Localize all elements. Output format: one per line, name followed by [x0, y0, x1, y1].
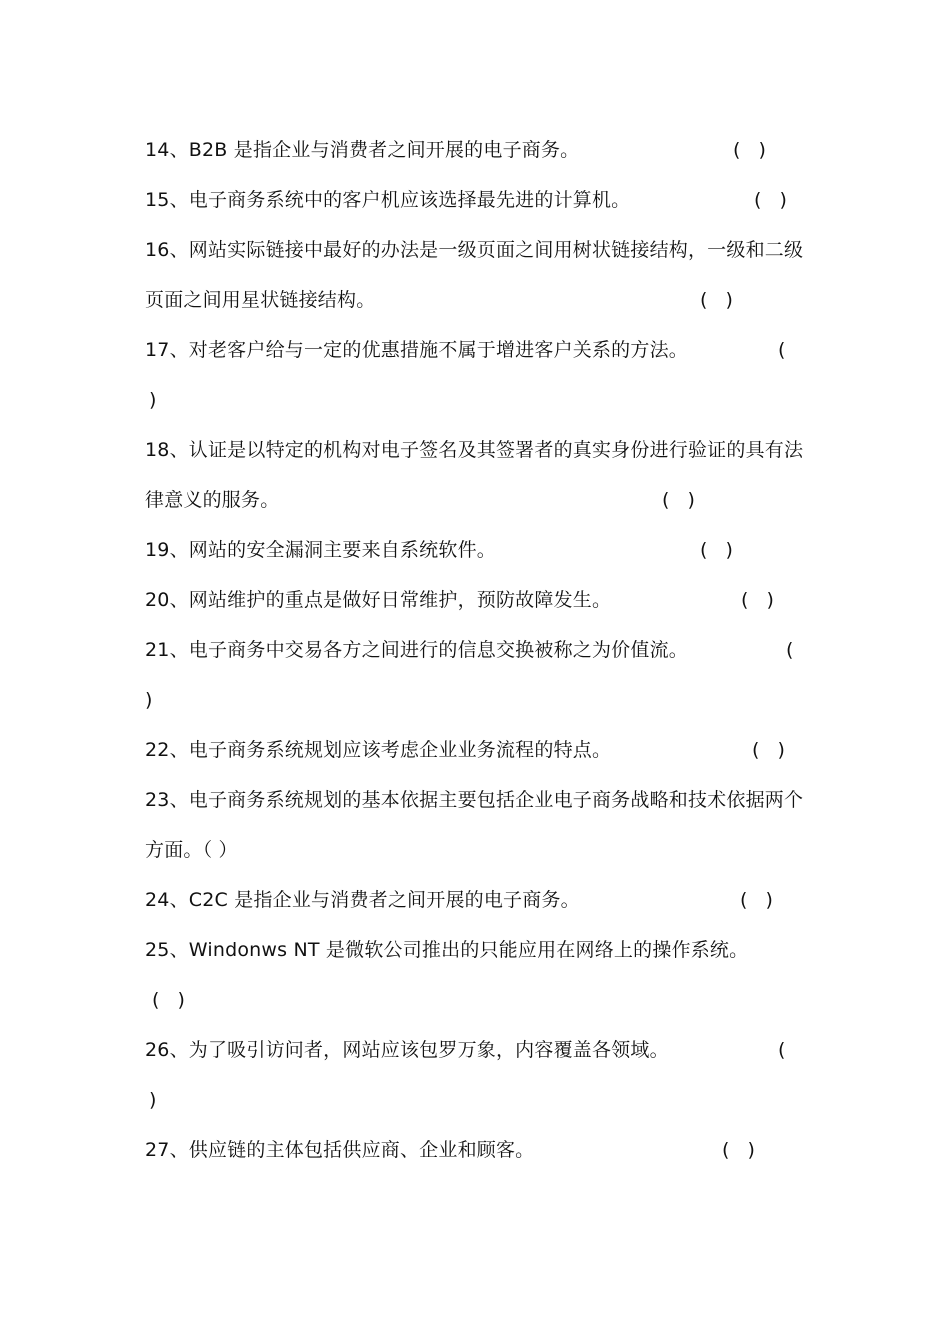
answer-blank-17-open: (: [778, 339, 786, 361]
question-14: 14、B2B 是指企业与消费者之间开展的电子商务。: [145, 139, 580, 161]
answer-blank-26-open: (: [778, 1039, 786, 1061]
question-23: 23、电子商务系统规划的基本依据主要包括企业电子商务战略和技术依据两个: [145, 789, 804, 811]
answer-blank-19: ( ): [700, 539, 733, 561]
question-22: 22、电子商务系统规划应该考虑企业业务流程的特点。: [145, 739, 612, 761]
question-26: 26、为了吸引访问者，网站应该包罗万象，内容覆盖各领域。: [145, 1039, 669, 1061]
question-25: 25、Windonws NT 是微软公司推出的只能应用在网络上的操作系统。: [145, 939, 749, 961]
answer-blank-15: ( ): [754, 189, 787, 211]
question-18: 18、认证是以特定的机构对电子签名及其签署者的真实身份进行验证的具有法: [145, 439, 804, 461]
question-24: 24、C2C 是指企业与消费者之间开展的电子商务。: [145, 889, 580, 911]
question-16-continued: 页面之间用星状链接结构。: [145, 289, 376, 311]
answer-blank-14: ( ): [733, 139, 766, 161]
question-27: 27、供应链的主体包括供应商、企业和顾客。: [145, 1139, 535, 1161]
question-21: 21、电子商务中交易各方之间进行的信息交换被称之为价值流。: [145, 639, 688, 661]
answer-blank-16: ( ): [700, 289, 733, 311]
answer-blank-18: ( ): [662, 489, 695, 511]
answer-blank-20: ( ): [741, 589, 774, 611]
question-18-continued: 律意义的服务。: [145, 489, 280, 511]
answer-blank-17-close: ): [149, 389, 157, 411]
question-16: 16、网站实际链接中最好的办法是一级页面之间用树状链接结构，一级和二级: [145, 239, 804, 261]
answer-blank-21-open: (: [786, 639, 794, 661]
question-23-continued: 方面。（ ）: [145, 839, 238, 861]
question-20: 20、网站维护的重点是做好日常维护，预防故障发生。: [145, 589, 612, 611]
question-17: 17、对老客户给与一定的优惠措施不属于增进客户关系的方法。: [145, 339, 688, 361]
answer-blank-27: ( ): [722, 1139, 755, 1161]
answer-blank-24: ( ): [740, 889, 773, 911]
answer-blank-21-close: ): [145, 689, 153, 711]
answer-blank-25: ( ): [152, 989, 185, 1011]
question-19: 19、网站的安全漏洞主要来自系统软件。: [145, 539, 496, 561]
question-15: 15、电子商务系统中的客户机应该选择最先进的计算机。: [145, 189, 631, 211]
answer-blank-22: ( ): [752, 739, 785, 761]
answer-blank-26-close: ): [149, 1089, 157, 1111]
